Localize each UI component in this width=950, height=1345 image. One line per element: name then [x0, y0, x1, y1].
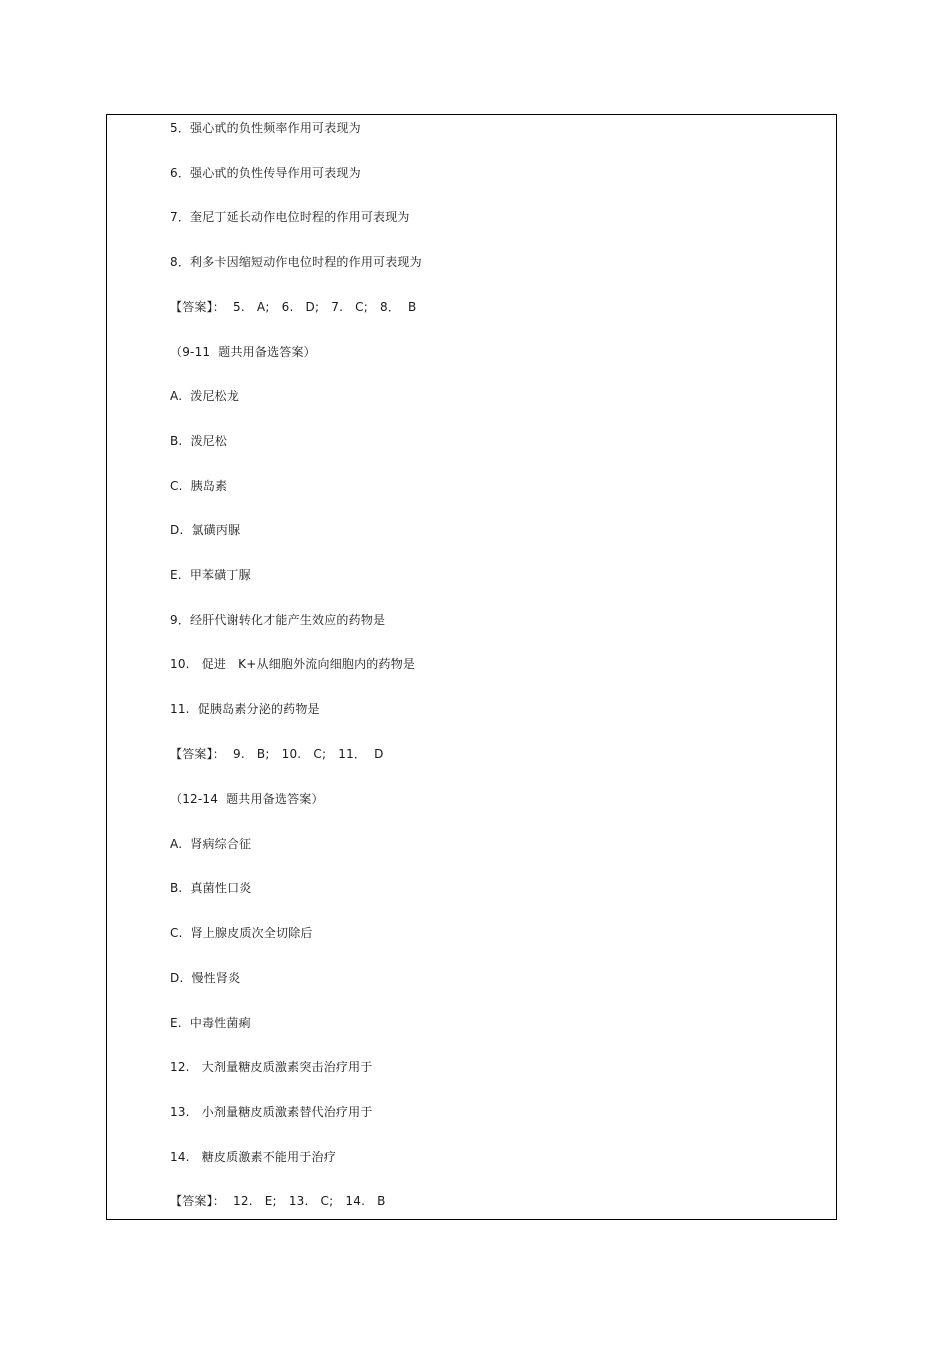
document-frame — [106, 114, 837, 1220]
question-7: 7．奎尼丁延长动作电位时程的作用可表现为 — [170, 210, 410, 224]
option-b: B. 泼尼松 — [170, 434, 228, 448]
option-a: A. 泼尼松龙 — [170, 389, 240, 403]
option-e: E. 中毒性菌痢 — [170, 1016, 251, 1030]
option-a: A. 肾病综合征 — [170, 837, 252, 851]
option-d: D. 慢性肾炎 — [170, 971, 241, 985]
question-13: 13. 小剂量糖皮质激素替代治疗用于 — [170, 1105, 373, 1119]
option-c: C. 肾上腺皮质次全切除后 — [170, 926, 313, 940]
question-12: 12. 大剂量糖皮质激素突击治疗用于 — [170, 1060, 373, 1074]
answer-9-11: 【答案】： 9. B; 10. C; 11． D — [170, 747, 384, 761]
question-11: 11. 促胰岛素分泌的药物是 — [170, 702, 320, 716]
question-10: 10. 促进 K+从细胞外流向细胞内的药物是 — [170, 657, 416, 671]
group-heading-9-11: （9-11 题共用备选答案） — [170, 345, 316, 359]
answer-12-14: 【答案】： 12. E; 13. C; 14. B — [170, 1194, 386, 1208]
option-d: D. 氯磺丙脲 — [170, 523, 241, 537]
question-9: 9．经肝代谢转化才能产生效应的药物是 — [170, 613, 386, 627]
group-heading-12-14: （12-14 题共用备选答案） — [170, 792, 324, 806]
question-8: 8．利多卡因缩短动作电位时程的作用可表现为 — [170, 255, 422, 269]
question-5: 5．强心甙的负性频率作用可表现为 — [170, 121, 361, 135]
question-14: 14. 糖皮质激素不能用于治疗 — [170, 1150, 336, 1164]
answer-5-8: 【答案】： 5. A; 6. D; 7. C; 8． B — [170, 300, 417, 314]
option-e: E. 甲苯磺丁脲 — [170, 568, 251, 582]
option-c: C. 胰岛素 — [170, 479, 228, 493]
question-6: 6．强心甙的负性传导作用可表现为 — [170, 166, 361, 180]
option-b: B. 真菌性口炎 — [170, 881, 252, 895]
